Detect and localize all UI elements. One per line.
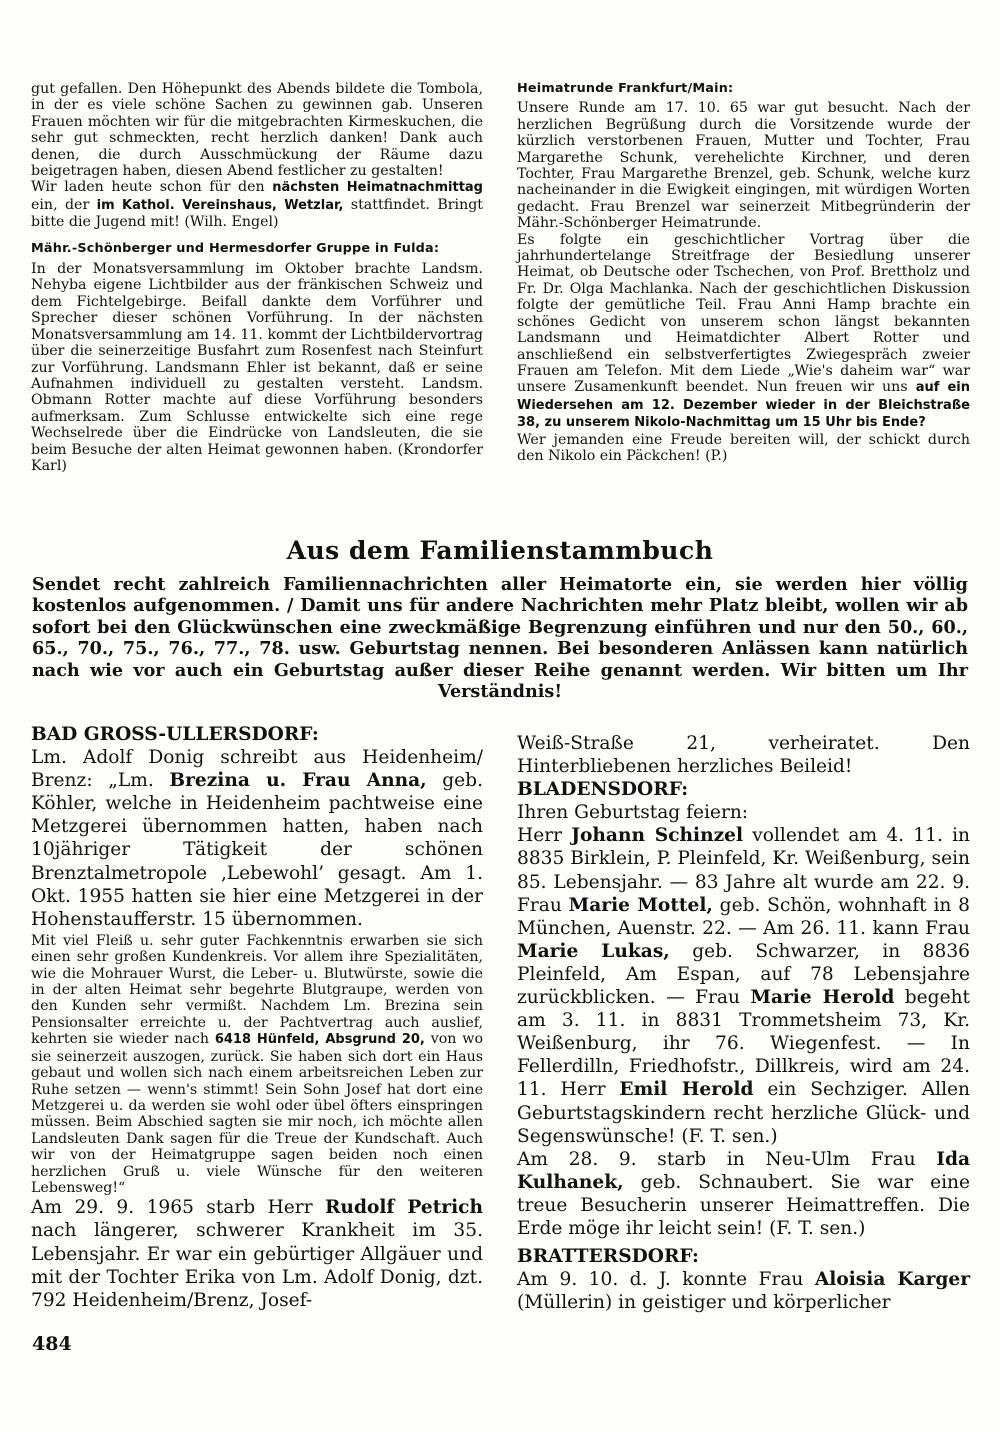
lukas-name: Marie Lukas, [517,940,670,962]
reunion-highlight: auf ein Wiedersehen am 12. Dezember wieder in der Bleichstraße 38, zu unserem Nikolo-Nachmittag um 15 Uhr bis Ende? [517,380,970,431]
petrich-name: Rudolf Petrich [324,1197,483,1219]
huenfeld-address: 6418 Hünfeld, Absgrund 20, [214,1032,425,1048]
marie-herold-name: Marie Herold [750,987,895,1009]
birthday-list-paragraph: Herr Johann Schinzel vollendet am 4. 11. in 8835 Birklein, P. Pleinfeld, Kr. Weißenburg, sein 85. Lebensjahr. — 83 Jahre alt wurde am 22. 9. Frau Marie Mottel, geb. Schön, wohnhaft in 8 München, Auenstr. 22. — Am 26. 11. kann Frau Marie Lukas, geb. Schwarzer, in 8836 Pleinfeld, Am Espan, auf 78 Lebensjahre zurückblicken. — Frau Marie Herold begeht am 3. 11. in 8831 Trommetsheim 73, Kr. Weißenburg, ihr 76. Wiegenfest. — In Fellerdilln, Friedhofstr., Dillkreis, wird am 24. 11. Herr Emil Herold ein Sechziger. Allen Geburtstagskindern recht herzliche Glück- und Segenswünsche! (F. T. sen.) [517,825,971,1147]
bottom-right-column [517,732,970,1314]
bladensdorf-heading: BLADENSDORF: [517,779,689,801]
page-number: 484 [32,1333,72,1355]
frankfurt-heading: Heimatrunde Frankfurt/Main: [517,81,734,96]
kulhanek-obituary-paragraph: Am 28. 9. starb in Neu-Ulm Frau Ida Kulhanek, geb. Schnaubert. Sie war eine treue Besucherin unserer Heimattreffen. Die Erde möge ihr leicht sein! (F. T. sen.) [517,1148,970,1239]
schinzel-name: Johann Schinzel [571,825,744,847]
section-intro: Sendet recht zahlreich Familiennachrichten aller Heimatorte ein, sie werden hier völlig kostenlos aufgenommen. / Damit uns für andere Nachrichten mehr Platz bleibt, wollen wir ab sofort bei den Glückwünschen eine zweckmäßige Begrenzung einführen und nur den 50., 60., 65., 70., 75., 76., 77., 78. usw. Geburtstag nennen. Bei besonderen Anlässen kann natürlich nach wie vor auch ein Geburtstag außer dieser Reihe genannt werden. Wir bitten um Ihr Verständnis! [32,574,968,703]
donig-letter-paragraph: Lm. Adolf Donig schreibt aus Heidenheim/ Brenz: „Lm. Brezina u. Frau Anna, geb. Köhler, welche in Heidenheim pachtweise eine Metzgerei übernommen hatten, haben nach 10jähriger Tätigkeit der schönen Brenztalmetropole ‚Lebewohl’ gesagt. Am 1. Okt. 1955 hatten sie hier eine Metzgerei in der Hohenstaufferstr. 15 übernommen. [31,747,483,930]
bottom-left-column [31,723,483,1312]
petrich-obituary-paragraph: Am 29. 9. 1965 starb Herr Rudolf Petrich nach längerer, schwerer Krankheit im 35. Lebensjahr. Er war ein gebürtiger Allgäuer und mit der Tochter Erika von Lm. Adolf Donig, dzt. 792 Heidenheim/Brenz, Josef- [31,1197,483,1311]
brattersdorf-heading: BRATTERSDORF: [517,1246,699,1268]
fulda-report-paragraph: In der Monatsversammlung im Oktober brachte Landsm. Nehyba eigene Lichtbilder aus der fränkischen Schweiz und dem Fichtelgebirge. Beifall dankte dem Vorführer und Sprecher dieser schönen Vorführung. In der nächsten Monatsversammlung am 14. 11. kommt der Lichtbildervortrag über die seinerzeitige Busfahrt zum Rosenfest nach Steinfurt zur Vorführung. Landsmann Ehler ist bekannt, daß er seine Aufnahmen individuell zu gestalten versteht. Landsm. Obmann Rotter machte auf diese Vorführung besonders aufmerksam. Zum Schlusse entwickelte sich eine rege Wechselrede über die Eindrücke von Landsleuten, die sie beim Besuche der alten Heimat gewonnen haben. (Krondorfer Karl) [31,261,484,474]
fulda-group-heading: Mähr.-Schönberger und Hermesdorfer Gruppe in Fulda: [31,240,440,256]
frankfurt-paragraph-2: Es folgte ein geschichtlicher Vortrag über die jahrhundertelange Streitfrage der Besiedlung unserer Heimat, ob Deutsche oder Tschechen, von Prof. Brettholz und Fr. Dr. Olga Machlanka. Nach der geschichtlichen Diskussion folgte der gemütliche Teil. Frau Anni Hamp brachte ein schönes Gedicht von unserem schon längst bekannten Landsmann und Heimatdichter Albert Rotter und anschließend ein selbstverfertigtes Zwiegespräch zweier Frauen am Telefon. Mit dem Liede „Wie's daheim war“ war unsere Zusamenkunft beendet. Nun freuen wir uns auf ein Wiedersehen am 12. Dezember wieder in der Bleichstraße 38, zu unserem Nikolo-Nachmittag um 15 Uhr bis Ende? [517,231,970,431]
frankfurt-paragraph-1: Unsere Runde am 17. 10. 65 war gut besucht. Nach der herzlichen Begrüßung durch die Vorsitzende wurde der kürzlich verstorbenen Frauen, Mutter und Tochter, Frau Margarethe Schunk, verehelichte Kirchner, und deren Tochter, Frau Margarethe Brenzel, geb. Schunk, welche kurz nacheinander in die Ewigkeit eingingen, mit würdigen Worten gedacht. Frau Brenzel war seinerzeit Mitbegründerin der Mähr.-Schönberger Heimatrunde. [517,100,970,232]
karger-paragraph: Am 9. 10. d. J. konnte Frau Aloisia Karger (Müllerin) in geistiger und körperlicher [517,1269,971,1314]
top-left-column [31,81,483,474]
mottel-name: Marie Mottel, [568,894,713,916]
brezina-story-paragraph: Mit viel Fleiß u. sehr guter Fachkenntnis erwarben sie sich einen sehr großen Kundenkreis. Vor allem ihre Spezialitäten, wie die Mohrauer Wurst, die Leber- u. Blutwürste, sowie die in der alten Heimat sehr begehrte Blutgraupe, werden von den Kunden sehr vermißt. Nachdem Lm. Brezina sein Pensionsalter erreichte u. der Pachtvertrag auch auslief, kehrten sie wieder nach 6418 Hünfeld, Absgrund 20, von wo sie seinerzeit auszogen, zurück. Sie haben sich dort ein Haus gebaut und wollen sich nach einem arbeitsreichen Leben zur Ruhe setzen — wenn's stimmt! Sein Sohn Josef hat dort eine Metzgerei u. da werden sie wohl oder übel öfters einspringen müssen. Beim Abschied sagten sie mir noch, ich möchte allen Landsleuten Dank sagen für die Treue der Kundschaft. Auch wir von der Heimatgruppe sagen beiden noch einen herzlichen Gruß u. viele Wünsche für den weiteren Lebensweg!“ [31,932,483,1196]
frankfurt-paragraph-3: Wer jemanden eine Freude bereiten will, der schickt durch den Nikolo ein Päckchen! (P.) [517,431,970,464]
emil-herold-name: Emil Herold [619,1079,754,1101]
tombola-paragraph: gut gefallen. Den Höhepunkt des Abends bildete die Tombola, in der es viele schöne Sachen zu gewinnen gab. Unseren Frauen möchten wir für die mitgebrachten Kirmeskuchen, die sehr gut schmeckten, recht herzlich danken! Dank auch denen, die durch Ausschmückung der Räume dazu beigetragen haben, diesen Abend festlicher zu gestalten! [31,81,483,180]
kulhanek-name: Ida Kulhanek, [517,1148,970,1193]
birthday-intro: Ihren Geburtstag feiern: [517,802,749,824]
condolence-paragraph: Weiß-Straße 21, verheiratet. Den Hinterbliebenen herzliches Beileid! [517,733,970,778]
invitation-paragraph: Wir laden heute schon für den nächsten Heimatnachmittag ein, der im Kathol. Vereinshaus, Wetzlar, stattfindet. Bringt bitte die Jugend mit! (Wilh. Engel) [31,179,483,231]
top-right-column [517,81,970,464]
bad-gross-ullersdorf-heading: BAD GROSS-ULLERSDORF: [31,724,319,745]
section-title: Aus dem Familienstammbuch [286,536,714,565]
brezina-name: Brezina u. Frau Anna, [169,770,427,792]
venue-highlight: im Kathol. Vereinshaus, Wetzlar, [96,197,344,213]
karger-name: Aloisia Karger [814,1269,971,1291]
next-meeting-highlight: nächsten Heimatnachmittag [272,180,483,196]
